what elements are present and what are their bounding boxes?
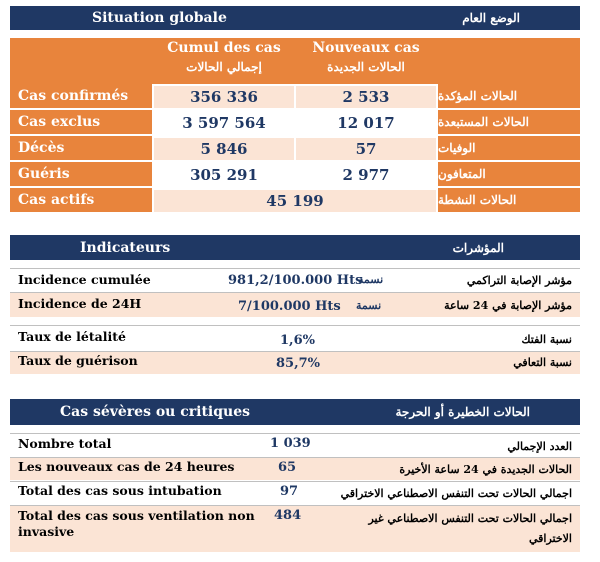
col-new-header: [296, 40, 436, 74]
row-label-fr: Cas actifs: [10, 188, 152, 212]
row-new-value: 2 533: [296, 86, 436, 108]
row-label-fr: Incidence cumulée: [18, 272, 151, 287]
row-label-fr: Nombre total: [18, 436, 112, 451]
row-label-ar: الوفيات: [438, 136, 580, 160]
row-value: 981,2/100.000 Hts: [228, 273, 363, 288]
row-label-ar-line1: اجمالي الحالات تحت التنفس الاصطناعي غير: [368, 512, 572, 525]
row-label-fr-line1: Total des cas sous ventilation non: [18, 508, 255, 523]
row-label-fr: Guéris: [10, 162, 152, 186]
row-label-ar: الحالات النشطة: [438, 188, 580, 212]
row-cumul-value: 305 291: [154, 164, 294, 186]
row-label-fr: Cas confirmés: [10, 84, 152, 108]
col-cumul-header: [154, 40, 294, 74]
row-cumul-value: 45 199: [154, 190, 436, 212]
row-label-ar-line2: الاختراقي: [528, 532, 572, 545]
row-value: 85,7%: [276, 356, 321, 371]
row-label-ar: الحالات الجديدة في 24 ساعة الأخيرة: [399, 463, 572, 476]
severe-row-nouveaux-24h: [10, 458, 580, 480]
severe-row-intubation: [10, 482, 580, 504]
indicateur-row-letalite: [10, 326, 580, 350]
severes-header: [10, 399, 580, 425]
severe-row-ventilation-non-invasive: [10, 506, 580, 552]
row-label-fr: Cas exclus: [10, 110, 152, 134]
row-label-fr: Taux de guérison: [18, 353, 138, 368]
indicateur-row-guerison: [10, 352, 580, 374]
col-cumul-fr: Cumul des cas: [167, 40, 281, 56]
row-label-ar: نسبة التعافي: [513, 356, 572, 369]
col-new-ar: الحالات الجديدة: [327, 60, 405, 74]
row-label-ar: اجمالي الحالات تحت التنفس الاصطناعي الاختراقي: [340, 487, 572, 500]
indicateur-row-incidence-cumulee: [10, 269, 580, 291]
row-new-value: 12 017: [296, 112, 436, 134]
row-cumul-value: 356 336: [154, 86, 294, 108]
row-label-fr: Décès: [10, 136, 152, 160]
severe-row-total: [10, 434, 580, 456]
row-label-ar: مؤشر الإصابة التراكمي: [466, 274, 572, 287]
col-new-fr: Nouveaux cas: [312, 40, 420, 56]
indicateurs-header: [10, 235, 580, 260]
row-label-ar: العدد الإجمالي: [507, 440, 572, 453]
situation-columns-header: [10, 38, 580, 84]
row-value-unit-ar: نسمة: [358, 273, 384, 286]
row-label-fr: Les nouveaux cas de 24 heures: [18, 459, 235, 474]
indicateurs-title-ar: المؤشرات: [452, 240, 504, 255]
indicateurs-title-fr: Indicateurs: [80, 239, 171, 256]
severes-title-ar: الحالات الخطيرة أو الحرجة: [395, 405, 530, 419]
row-value: 97: [280, 484, 299, 499]
situation-title-fr: Situation globale: [92, 10, 227, 26]
row-label-ar: الحالات المستبعدة: [438, 110, 580, 134]
indicateur-row-incidence-24h: [10, 293, 580, 317]
row-cumul-value: 5 846: [154, 138, 294, 160]
row-label-fr: Total des cas sous intubation: [18, 483, 222, 498]
col-cumul-ar: إجمالي الحالات: [186, 60, 262, 74]
row-new-value: 2 977: [296, 164, 436, 186]
row-value: 1,6%: [280, 333, 315, 348]
row-label-fr: Incidence de 24H: [18, 296, 142, 311]
row-label-fr-line2: invasive: [18, 524, 75, 539]
row-label-ar: مؤشر الإصابة في 24 ساعة: [444, 299, 572, 312]
situation-header: [10, 6, 580, 30]
row-value: 484: [274, 508, 302, 523]
row-label-fr: Taux de létalité: [18, 329, 126, 344]
row-value: 65: [278, 460, 297, 475]
row-value: 7/100.000 Hts: [238, 299, 341, 314]
row-cumul-value: 3 597 564: [154, 112, 294, 134]
severes-title-fr: Cas sévères ou critiques: [60, 404, 250, 420]
situation-title-ar: الوضع العام: [462, 11, 520, 25]
row-value: 1 039: [270, 436, 311, 451]
row-label-ar: المتعافون: [438, 162, 580, 186]
row-new-value: 57: [296, 138, 436, 160]
row-label-ar: نسبة الفتك: [521, 333, 572, 346]
row-value-unit-ar: نسمة: [356, 299, 382, 312]
row-label-ar: الحالات المؤكدة: [438, 84, 580, 108]
